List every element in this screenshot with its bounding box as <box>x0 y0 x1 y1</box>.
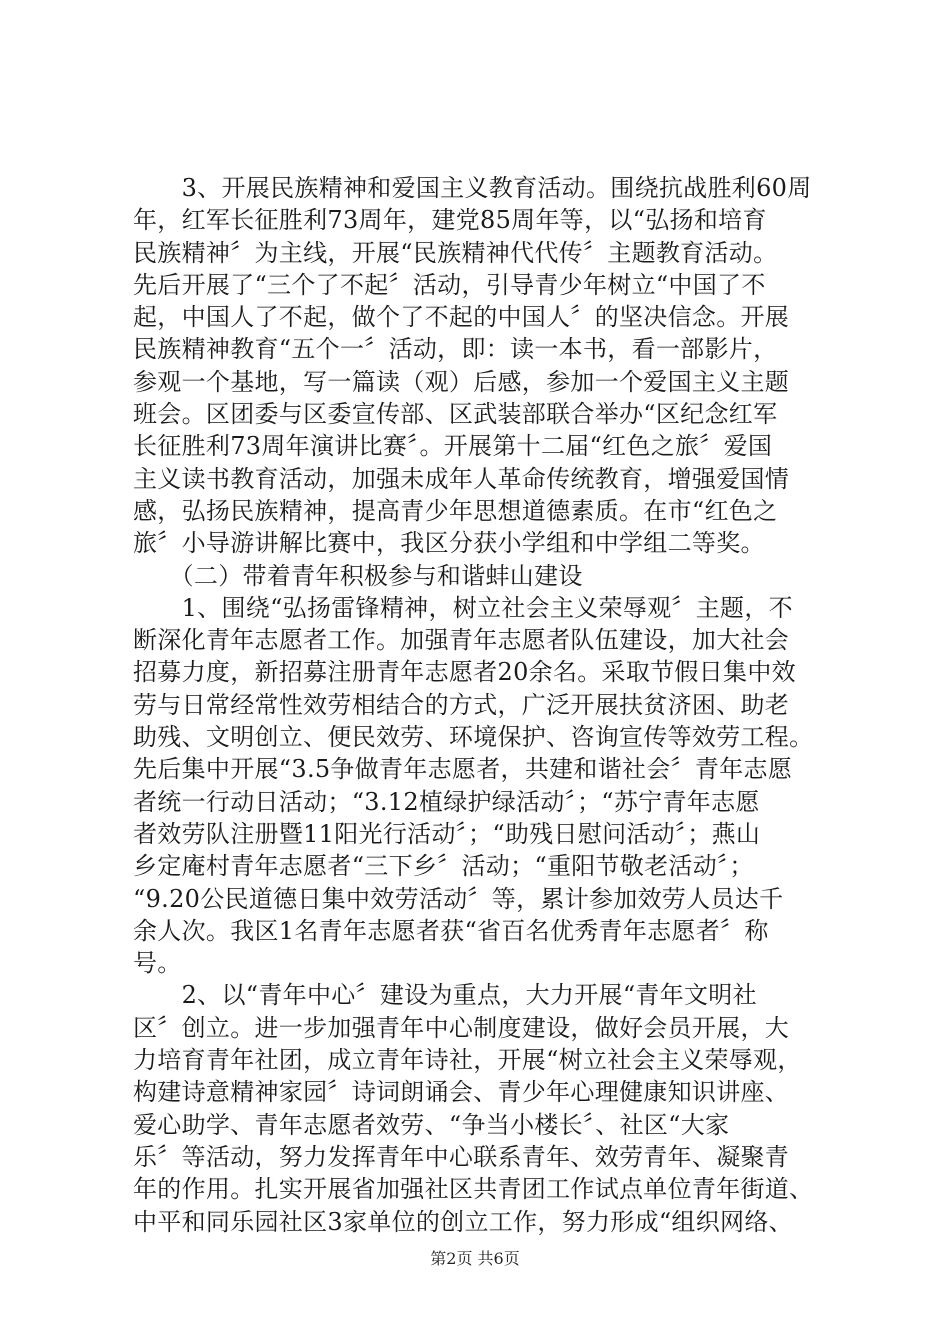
text-line: 助残、文明创立、便民效劳、环境保护、咨询宣传等效劳工程。 <box>133 723 814 752</box>
text-line: 力培育青年社团，成立青年诗社，开展“树立社会主义荣辱观， <box>133 1046 802 1075</box>
text-line: “9.20公民道德日集中效劳活动〞等，累计参加效劳人员达千 <box>133 884 784 913</box>
text-line: 者效劳队注册暨11阳光行活动〞；“助残日慰问活动〞；燕山 <box>133 819 761 848</box>
text-line: 者统一行动日活动；“3.12植绿护绿活动〞；“苏宁青年志愿 <box>133 787 760 816</box>
text-line: 感，弘扬民族精神，提高青少年思想道德素质。在市“红色之 <box>133 496 778 525</box>
text-line: 民族精神〞为主线，开展“民族精神代代传〞主题教育活动。 <box>133 238 778 267</box>
text-line: 长征胜利73周年演讲比赛〞。开展第十二届“红色之旅〞爱国 <box>133 432 773 461</box>
text-line: 主义读书教育活动，加强未成年人革命传统教育，增强爱国情 <box>133 464 790 493</box>
text-line: 班会。区团委与区委宣传部、区武装部联合举办“区纪念红军 <box>133 400 778 429</box>
text-line: 年，红军长征胜利73周年，建党85周年等，以“弘扬和培育 <box>133 206 767 235</box>
text-line: 2、以“青年中心〞建设为重点，大力开展“青年文明社 <box>133 981 757 1010</box>
text-line: 3、开展民族精神和爱国主义教育活动。围绕抗战胜利60周 <box>133 174 812 202</box>
document-body <box>133 172 833 1238</box>
text-line: （二）带着青年积极参与和谐蚌山建设 <box>133 561 583 590</box>
text-line: 参观一个基地，写一篇读（观）后感，参加一个爱国主义主题 <box>133 367 790 396</box>
text-line: 乐〞等活动，努力发挥青年中心联系青年、效劳青年、凝聚青 <box>133 1142 790 1171</box>
text-line: 先后集中开展“3.5争做青年志愿者，共建和谐社会〞青年志愿 <box>133 755 793 784</box>
text-line: 民族精神教育“五个一〞活动，即：读一本书，看一部影片， <box>133 335 778 364</box>
text-line: 号。 <box>133 949 182 978</box>
text-line: 爱心助学、青年志愿者效劳、“争当小楼长〞、社区“大家 <box>133 1110 730 1139</box>
text-line: 断深化青年志愿者工作。加强青年志愿者队伍建设，加大社会 <box>133 626 790 655</box>
text-line: 中平和同乐园社区3家单位的创立工作，努力形成“组织网络、 <box>133 1207 793 1236</box>
text-line: 劳与日常经常性效劳相结合的方式，广泛开展扶贫济困、助老 <box>133 690 790 719</box>
text-line: 年的作用。扎实开展省加强社区共青团工作试点单位青年街道、 <box>133 1175 814 1204</box>
page-footer: 第2页 共6页 <box>430 1249 520 1268</box>
text-line: 1、围绕“弘扬雷锋精神，树立社会主义荣辱观〞主题，不 <box>133 593 793 622</box>
text-line: 区〞创立。进一步加强青年中心制度建设，做好会员开展，大 <box>133 1013 790 1042</box>
text-line: 余人次。我区1名青年志愿者获“省百名优秀青年志愿者〞称 <box>133 916 769 945</box>
text-line: 先后开展了“三个了不起〞活动，引导青少年树立“中国了不 <box>133 270 766 299</box>
text-line: 乡定庵村青年志愿者“三下乡〞活动；“重阳节敬老活动〞； <box>133 852 754 881</box>
text-line: 起，中国人了不起，做个了不起的中国人〞的坚决信念。开展 <box>133 303 790 332</box>
text-line: 招募力度，新招募注册青年志愿者20余名。采取节假日集中效 <box>133 658 796 687</box>
text-line: 构建诗意精神家园〞诗词朗诵会、青少年心理健康知识讲座、 <box>133 1078 790 1107</box>
text-line: 旅〞小导游讲解比赛中，我区分获小学组和中学组二等奖。 <box>133 529 765 558</box>
